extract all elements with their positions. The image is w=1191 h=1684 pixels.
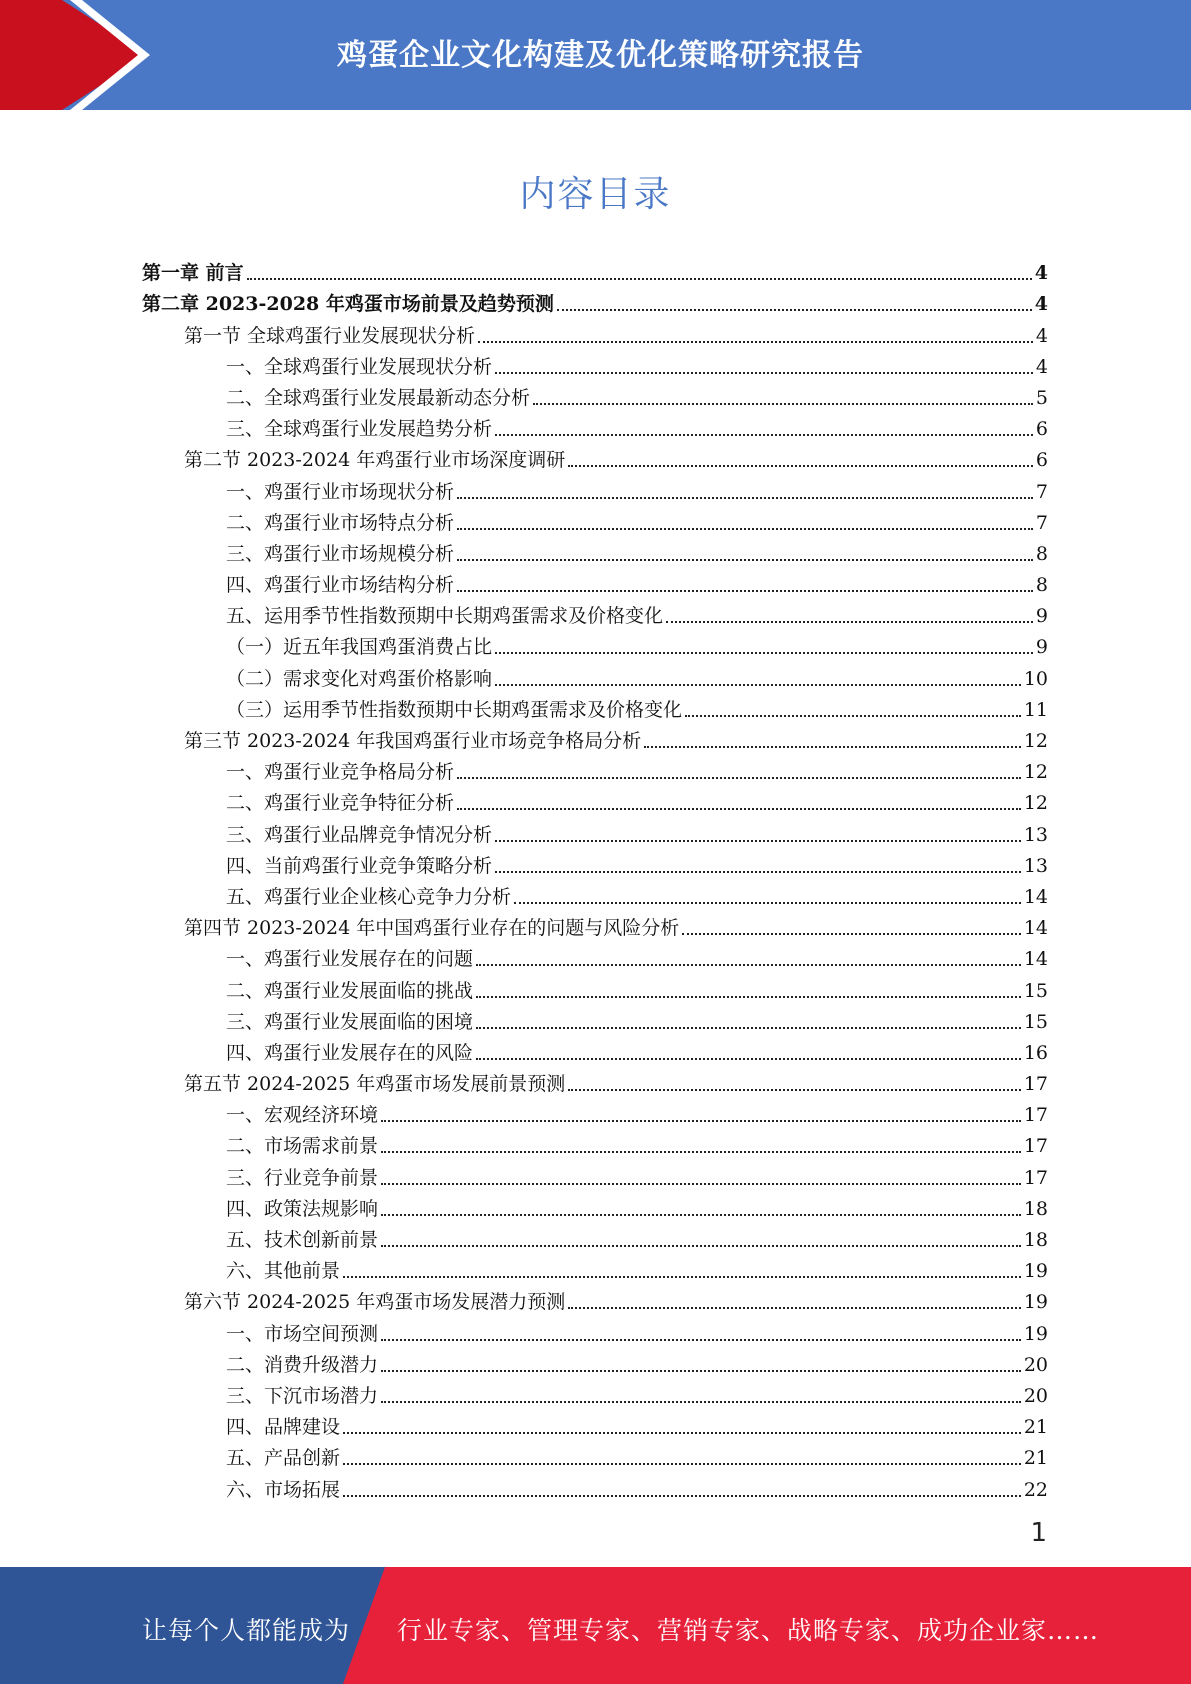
page-footer xyxy=(0,1567,1191,1684)
toc-entry-page: 14 xyxy=(1023,885,1048,908)
toc-dot-leader xyxy=(495,434,1033,436)
toc-entry-page: 4 xyxy=(1034,293,1048,316)
toc-entry-title: 三、鸡蛋行业品牌竞争情况分析 xyxy=(226,823,493,846)
table-of-contents xyxy=(142,254,1048,1502)
toc-dot-leader xyxy=(568,1089,1021,1091)
page-header xyxy=(0,0,1191,110)
toc-entry-title: 四、鸡蛋行业发展存在的风险 xyxy=(226,1041,474,1064)
toc-entry-page: 20 xyxy=(1023,1384,1048,1407)
toc-dot-leader xyxy=(343,1276,1021,1278)
toc-entry-title: 二、鸡蛋行业竞争特征分析 xyxy=(226,792,455,815)
toc-dot-leader xyxy=(568,1307,1021,1309)
toc-entry-page: 4 xyxy=(1035,355,1048,378)
toc-entry-page: 15 xyxy=(1023,979,1048,1002)
toc-entry-title: 一、鸡蛋行业市场现状分析 xyxy=(226,480,455,503)
toc-entry-page: 14 xyxy=(1023,917,1048,940)
toc-entry-page: 19 xyxy=(1023,1322,1048,1345)
toc-entry[interactable] xyxy=(142,1408,1048,1439)
toc-dot-leader xyxy=(495,652,1033,654)
toc-entry[interactable] xyxy=(142,971,1048,1002)
toc-entry-page: 5 xyxy=(1035,386,1048,409)
toc-dot-leader xyxy=(343,1432,1021,1434)
toc-dot-leader xyxy=(644,746,1021,748)
toc-entry-page: 7 xyxy=(1035,511,1048,534)
toc-dot-leader xyxy=(457,777,1021,779)
toc-entry[interactable] xyxy=(142,1003,1048,1034)
toc-dot-leader xyxy=(343,1463,1021,1465)
toc-entry[interactable] xyxy=(142,1221,1048,1252)
toc-entry-title: 二、消费升级潜力 xyxy=(226,1353,379,1376)
toc-entry-page: 10 xyxy=(1023,667,1048,690)
toc-entry-title: 第二节 2023-2024 年鸡蛋行业市场深度调研 xyxy=(184,449,566,472)
toc-entry[interactable] xyxy=(142,535,1048,566)
toc-dot-leader xyxy=(476,996,1021,998)
toc-entry-page: 4 xyxy=(1034,262,1048,285)
toc-dot-leader xyxy=(381,1151,1021,1153)
toc-entry-page: 18 xyxy=(1023,1229,1048,1251)
toc-dot-leader xyxy=(495,871,1021,873)
toc-entry-title: 第一章 前言 xyxy=(142,262,244,285)
toc-entry-title: 三、鸡蛋行业发展面临的困境 xyxy=(226,1010,474,1033)
toc-entry[interactable] xyxy=(142,1377,1048,1408)
toc-entry[interactable] xyxy=(142,815,1048,846)
toc-entry[interactable] xyxy=(142,504,1048,535)
toc-entry[interactable] xyxy=(142,1096,1048,1127)
toc-entry-page: 14 xyxy=(1023,948,1048,971)
toc-entry-title: （二）需求变化对鸡蛋价格影响 xyxy=(226,667,493,690)
toc-dot-leader xyxy=(557,309,1032,311)
toc-entry-page: 17 xyxy=(1023,1104,1048,1127)
toc-entry[interactable] xyxy=(142,472,1048,503)
toc-dot-leader xyxy=(476,964,1021,966)
toc-entry-title: 三、下沉市场潜力 xyxy=(226,1384,379,1407)
toc-dot-leader xyxy=(381,1214,1021,1216)
toc-entry-page: 21 xyxy=(1023,1416,1048,1439)
toc-dot-leader xyxy=(568,465,1033,467)
toc-dot-leader xyxy=(457,497,1033,499)
toc-dot-leader xyxy=(381,1339,1021,1341)
toc-entry[interactable] xyxy=(142,566,1048,597)
page-number: 1 xyxy=(1030,1518,1047,1548)
toc-entry[interactable] xyxy=(142,348,1048,379)
toc-entry-title: 五、鸡蛋行业企业核心竞争力分析 xyxy=(226,885,512,908)
toc-entry-page: 19 xyxy=(1023,1291,1048,1314)
toc-entry-title: 第四节 2023-2024 年中国鸡蛋行业存在的问题与风险分析 xyxy=(184,917,680,940)
toc-entry-page: 11 xyxy=(1023,698,1048,721)
toc-dot-leader xyxy=(682,933,1021,935)
toc-entry-title: 五、技术创新前景 xyxy=(226,1229,379,1251)
toc-dot-leader xyxy=(533,403,1033,405)
toc-entry[interactable] xyxy=(142,254,1048,285)
toc-entry-title: 五、运用季节性指数预期中长期鸡蛋需求及价格变化 xyxy=(226,605,664,628)
toc-entry[interactable] xyxy=(142,691,1048,722)
toc-entry-title: 四、政策法规影响 xyxy=(226,1197,379,1220)
toc-entry-page: 16 xyxy=(1023,1041,1048,1064)
toc-dot-leader xyxy=(495,840,1021,842)
footer-slogan-right: 行业专家、管理专家、营销专家、战略专家、成功企业家…… xyxy=(397,1616,1100,1645)
toc-entry-page: 13 xyxy=(1023,854,1048,877)
toc-entry[interactable] xyxy=(142,628,1048,659)
toc-dot-leader xyxy=(381,1401,1021,1403)
toc-entry[interactable] xyxy=(142,878,1048,909)
toc-dot-leader xyxy=(666,621,1033,623)
toc-entry-title: 一、市场空间预测 xyxy=(226,1322,379,1345)
toc-entry-title: 二、鸡蛋行业发展面临的挑战 xyxy=(226,979,474,1002)
toc-entry-title: 第五节 2024-2025 年鸡蛋市场发展前景预测 xyxy=(184,1073,566,1096)
toc-entry-page: 12 xyxy=(1023,730,1048,752)
toc-entry[interactable] xyxy=(142,1439,1048,1470)
toc-entry-title: 六、其他前景 xyxy=(226,1260,341,1283)
toc-dot-leader xyxy=(381,1183,1021,1185)
toc-entry-page: 13 xyxy=(1023,823,1048,846)
toc-entry[interactable] xyxy=(142,940,1048,971)
toc-entry-title: 第二章 2023-2028 年鸡蛋市场前景及趋势预测 xyxy=(142,293,554,316)
toc-entry[interactable] xyxy=(142,722,1048,753)
toc-entry-title: 二、市场需求前景 xyxy=(226,1135,379,1158)
toc-entry-page: 21 xyxy=(1023,1447,1048,1470)
toc-entry-title: 第一节 全球鸡蛋行业发展现状分析 xyxy=(184,324,476,347)
toc-entry-page: 9 xyxy=(1035,605,1048,628)
toc-dot-leader xyxy=(685,715,1021,717)
toc-dot-leader xyxy=(478,341,1033,343)
toc-entry-page: 19 xyxy=(1023,1260,1048,1283)
toc-entry[interactable] xyxy=(142,1065,1048,1096)
toc-entry-title: 三、鸡蛋行业市场规模分析 xyxy=(226,542,455,565)
toc-entry[interactable] xyxy=(142,1158,1048,1189)
toc-entry-title: 二、全球鸡蛋行业发展最新动态分析 xyxy=(226,386,531,409)
toc-dot-leader xyxy=(247,278,1032,280)
toc-dot-leader xyxy=(457,590,1033,592)
toc-entry[interactable] xyxy=(142,285,1048,316)
toc-dot-leader xyxy=(381,1245,1021,1247)
toc-dot-leader xyxy=(514,902,1021,904)
toc-entry-title: 四、鸡蛋行业市场结构分析 xyxy=(226,574,455,597)
toc-entry-page: 6 xyxy=(1035,449,1048,472)
toc-entry-page: 17 xyxy=(1023,1135,1048,1158)
toc-dot-leader xyxy=(476,1058,1021,1060)
toc-dot-leader xyxy=(381,1120,1021,1122)
toc-entry-page: 8 xyxy=(1035,542,1048,565)
toc-entry-title: 四、当前鸡蛋行业竞争策略分析 xyxy=(226,854,493,877)
toc-heading: 内容目录 xyxy=(519,174,672,215)
toc-dot-leader xyxy=(457,808,1021,810)
toc-entry[interactable] xyxy=(142,659,1048,690)
toc-entry-page: 9 xyxy=(1035,636,1048,659)
toc-entry[interactable] xyxy=(142,1346,1048,1377)
toc-entry-title: 第六节 2024-2025 年鸡蛋市场发展潜力预测 xyxy=(184,1291,566,1314)
toc-entry[interactable] xyxy=(142,753,1048,784)
toc-entry-title: 第三节 2023-2024 年我国鸡蛋行业市场竞争格局分析 xyxy=(184,730,642,752)
toc-entry-page: 17 xyxy=(1023,1166,1048,1189)
toc-entry[interactable] xyxy=(142,1470,1048,1501)
footer-slogan-left: 让每个人都能成为 xyxy=(142,1616,351,1645)
toc-entry-title: 三、全球鸡蛋行业发展趋势分析 xyxy=(226,418,493,441)
toc-dot-leader xyxy=(343,1495,1021,1497)
toc-entry-title: 三、行业竞争前景 xyxy=(226,1166,379,1189)
toc-entry-title: 一、鸡蛋行业发展存在的问题 xyxy=(226,948,474,971)
toc-entry[interactable] xyxy=(142,1034,1048,1065)
toc-entry-page: 6 xyxy=(1035,418,1048,441)
toc-dot-leader xyxy=(495,684,1021,686)
toc-dot-leader xyxy=(495,372,1033,374)
toc-entry-page: 12 xyxy=(1023,792,1048,815)
toc-entry[interactable] xyxy=(142,379,1048,410)
toc-entry[interactable] xyxy=(142,441,1048,472)
toc-dot-leader xyxy=(457,528,1033,530)
toc-entry-page: 17 xyxy=(1023,1073,1048,1096)
toc-entry[interactable] xyxy=(142,410,1048,441)
toc-entry-page: 4 xyxy=(1035,324,1048,347)
toc-entry-page: 20 xyxy=(1023,1353,1048,1376)
toc-entry-title: 五、产品创新 xyxy=(226,1447,341,1470)
toc-entry[interactable] xyxy=(142,784,1048,815)
toc-entry-page: 22 xyxy=(1023,1478,1048,1501)
toc-entry[interactable] xyxy=(142,1190,1048,1221)
toc-entry-title: （三）运用季节性指数预期中长期鸡蛋需求及价格变化 xyxy=(226,698,683,721)
toc-entry[interactable] xyxy=(142,597,1048,628)
toc-entry-page: 8 xyxy=(1035,574,1048,597)
toc-dot-leader xyxy=(457,559,1033,561)
toc-entry-title: 六、市场拓展 xyxy=(226,1478,341,1501)
toc-entry-page: 7 xyxy=(1035,480,1048,503)
toc-dot-leader xyxy=(476,1027,1021,1029)
toc-entry-page: 18 xyxy=(1023,1197,1048,1220)
toc-entry[interactable] xyxy=(142,847,1048,878)
toc-entry[interactable] xyxy=(142,909,1048,940)
toc-entry-title: 一、全球鸡蛋行业发展现状分析 xyxy=(226,355,493,378)
toc-entry[interactable] xyxy=(142,1314,1048,1345)
toc-entry-title: 四、品牌建设 xyxy=(226,1416,341,1439)
toc-entry-title: 一、宏观经济环境 xyxy=(226,1104,379,1127)
toc-entry[interactable] xyxy=(142,1252,1048,1283)
toc-entry[interactable] xyxy=(142,1283,1048,1314)
toc-entry-page: 12 xyxy=(1023,761,1048,784)
toc-entry-title: 二、鸡蛋行业市场特点分析 xyxy=(226,511,455,534)
report-title: 鸡蛋企业文化构建及优化策略研究报告 xyxy=(337,38,864,73)
toc-entry-title: （一）近五年我国鸡蛋消费占比 xyxy=(226,636,493,659)
toc-entry[interactable] xyxy=(142,316,1048,347)
toc-entry-page: 15 xyxy=(1023,1010,1048,1033)
toc-dot-leader xyxy=(381,1370,1021,1372)
toc-entry[interactable] xyxy=(142,1127,1048,1158)
toc-entry-title: 一、鸡蛋行业竞争格局分析 xyxy=(226,761,455,784)
